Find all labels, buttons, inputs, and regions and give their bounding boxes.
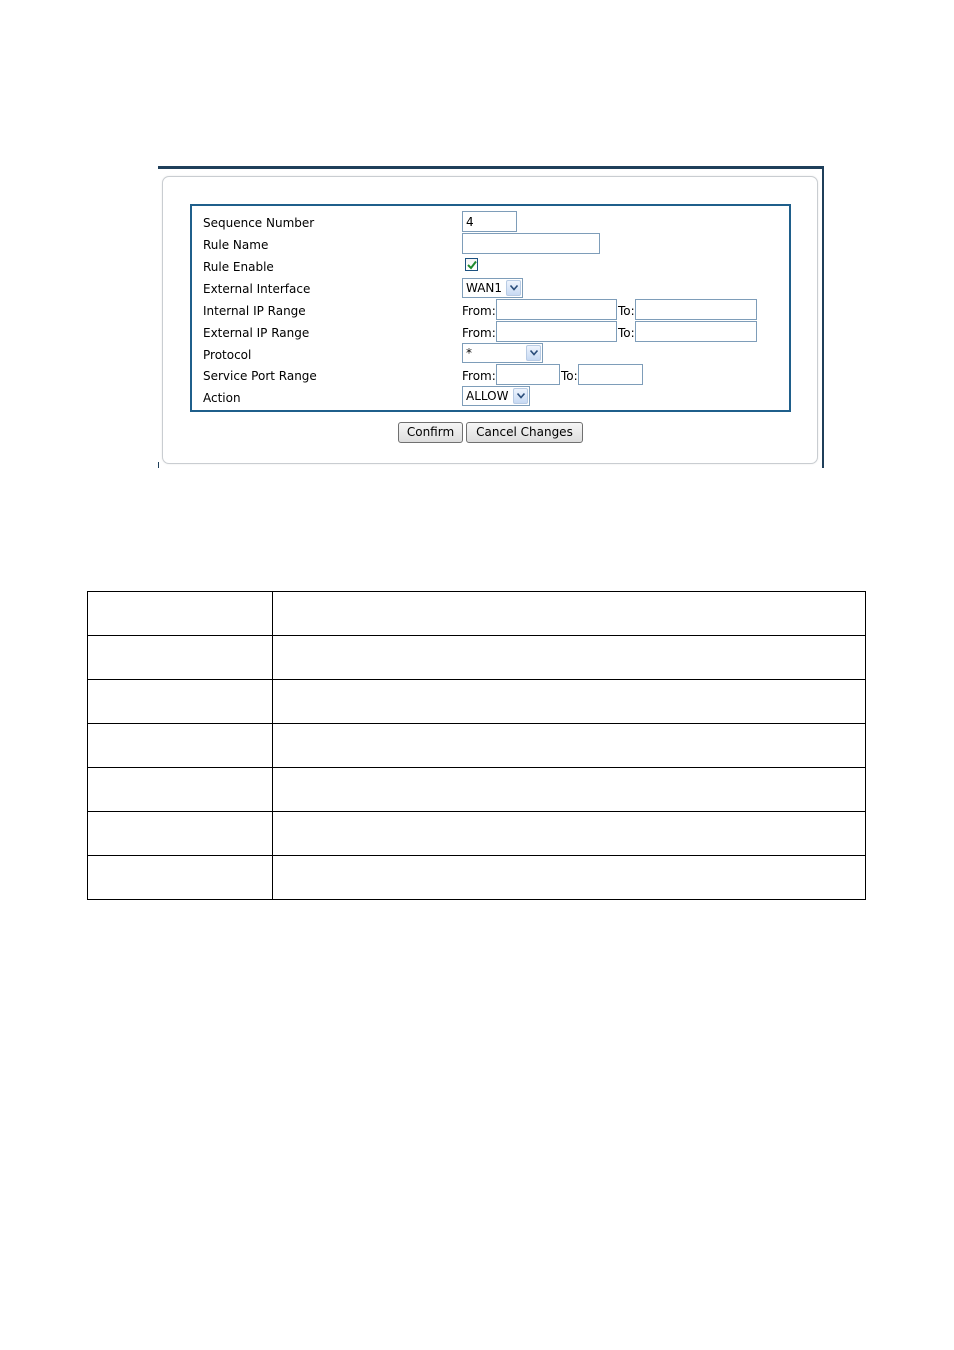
action-select[interactable] [462,386,530,406]
description-table [87,591,866,900]
table-cell-description [273,592,866,636]
table-cell-term [88,856,273,900]
table-row [88,680,866,724]
chevron-down-icon[interactable] [513,388,528,404]
checkmark-icon [467,260,477,270]
table-cell-term [88,680,273,724]
external-interface-select[interactable] [462,278,523,298]
sequence-number-label: Sequence Number [203,216,315,230]
confirm-button[interactable]: Confirm [398,422,463,443]
table-cell-term [88,768,273,812]
protocol-select[interactable] [462,343,543,363]
rule-enable-checkbox[interactable] [465,258,478,271]
table-cell-description [273,636,866,680]
rule-name-input[interactable] [462,233,600,254]
protocol-label: Protocol [203,348,252,362]
internal-ip-to-input[interactable] [635,299,757,320]
settings-panel [162,176,818,464]
table-cell-description [273,812,866,856]
table-row [88,812,866,856]
sequence-number-input[interactable] [462,211,517,232]
internal-ip-from-label: From: [462,304,496,318]
service-port-to-label: To: [561,369,578,383]
table-row [88,856,866,900]
screenshot-frame [158,166,824,468]
rule-enable-label: Rule Enable [203,260,274,274]
external-ip-to-input[interactable] [635,321,757,342]
table-row [88,592,866,636]
service-port-from-label: From: [462,369,496,383]
external-ip-to-label: To: [618,326,635,340]
internal-ip-from-input[interactable] [496,299,617,320]
protocol-value: * [466,346,472,360]
frame-edge-mark [158,462,159,468]
table-row [88,636,866,680]
table-cell-term [88,812,273,856]
table-row [88,768,866,812]
table-row [88,724,866,768]
action-label: Action [203,391,241,405]
table-cell-term [88,592,273,636]
firewall-rule-form [190,204,791,412]
chevron-down-icon[interactable] [526,345,541,361]
external-ip-range-label: External IP Range [203,326,310,340]
cancel-changes-button[interactable]: Cancel Changes [466,422,583,443]
action-value: ALLOW [466,389,509,403]
chevron-down-icon[interactable] [506,280,521,296]
external-interface-value: WAN1 [466,281,503,295]
table-cell-term [88,636,273,680]
table-cell-description [273,856,866,900]
table-cell-description [273,680,866,724]
external-interface-label: External Interface [203,282,311,296]
table-cell-description [273,724,866,768]
internal-ip-to-label: To: [618,304,635,318]
service-port-to-input[interactable] [578,364,643,385]
service-port-range-label: Service Port Range [203,369,317,383]
table-cell-description [273,768,866,812]
external-ip-from-label: From: [462,326,496,340]
service-port-from-input[interactable] [496,364,560,385]
external-ip-from-input[interactable] [496,321,617,342]
rule-name-label: Rule Name [203,238,269,252]
table-cell-term [88,724,273,768]
internal-ip-range-label: Internal IP Range [203,304,306,318]
